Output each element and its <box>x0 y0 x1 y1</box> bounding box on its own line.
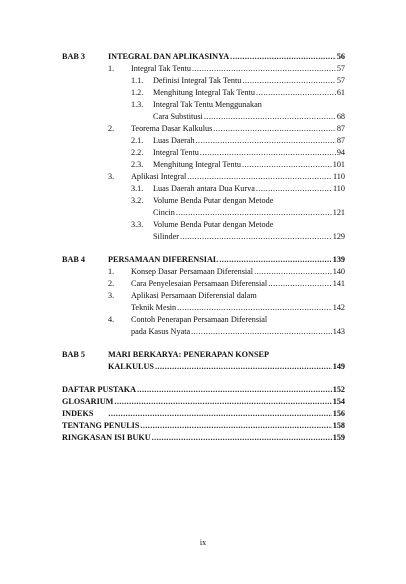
back-matter-title: GLOSARIUM <box>62 397 114 406</box>
subsection-page: 68 <box>336 112 345 121</box>
subsection-title-line1: Volume Benda Putar dengan Metode <box>153 196 274 205</box>
back-matter-page: 156 <box>332 409 345 418</box>
subsection-number: 3.1. <box>131 184 144 193</box>
chapter-title: KALKULUS <box>108 362 154 371</box>
section-title-line1: Aplikasi Persamaan Diferensial dalam <box>131 291 257 300</box>
chapter-title-line1: MARI BERKARYA: PENERAPAN KONSEP <box>108 350 269 359</box>
subsection-page: 87 <box>336 136 345 145</box>
section-title: Teorema Dasar Kalkulus <box>131 124 213 133</box>
subsection-title: Integral Tentu <box>153 148 199 157</box>
section-number: 3. <box>108 172 115 181</box>
subsection-entry <box>153 207 345 219</box>
section-entry <box>131 63 345 75</box>
subsection-number: 1.3. <box>131 100 144 109</box>
chapter-label: BAB 4 <box>62 255 85 264</box>
chapter-entry <box>108 361 345 373</box>
section-title: Integral Tak Tentu <box>131 64 191 73</box>
subsection-page: 94 <box>336 148 345 157</box>
subsection-entry <box>153 75 345 87</box>
subsection-entry <box>153 147 345 159</box>
section-page: 87 <box>336 124 345 133</box>
section-title-line1: Contoh Penerapan Persamaan Diferensial <box>131 315 268 324</box>
section-number: 2. <box>108 124 115 133</box>
section-title: Aplikasi Integral <box>131 172 187 181</box>
subsection-page: 110 <box>333 184 345 193</box>
subsection-title: Luas Daerah <box>153 136 195 145</box>
subsection-number: 2.1. <box>131 136 144 145</box>
subsection-title-line1: Volume Benda Putar dengan Metode <box>153 220 274 229</box>
subsection-page: 129 <box>332 232 345 241</box>
section-page: 57 <box>336 64 345 73</box>
section-page: 143 <box>332 327 345 336</box>
section-entry <box>131 326 345 338</box>
section-entry <box>131 278 345 290</box>
back-matter-page: 158 <box>332 421 345 430</box>
back-matter-entry <box>62 420 345 432</box>
chapter-entry <box>108 51 345 63</box>
subsection-title: Cincin <box>153 208 175 217</box>
section-number: 4. <box>108 315 115 324</box>
subsection-page: 57 <box>336 76 345 85</box>
subsection-number: 3.2. <box>131 196 144 205</box>
subsection-page: 121 <box>332 208 345 217</box>
subsection-title: Menghitung Integral Tak Tentu <box>153 88 256 97</box>
section-number: 2. <box>108 279 115 288</box>
chapter-title: PERSAMAAN DIFERENSIAL <box>108 255 219 264</box>
section-title: Cara Penyelesaian Persamaan Diferensial <box>131 279 268 288</box>
subsection-entry <box>153 111 345 123</box>
subsection-number: 1.2. <box>131 88 144 97</box>
back-matter-title: INDEKS <box>62 409 94 418</box>
subsection-entry <box>153 183 345 195</box>
section-page: 110 <box>333 172 345 181</box>
back-matter-entry <box>62 396 345 408</box>
subsection-entry <box>153 231 345 243</box>
subsection-title: Definisi Integral Tak Tentu <box>153 76 242 85</box>
subsection-page: 61 <box>336 88 345 97</box>
back-matter-title: RINGKASAN ISI BUKU <box>62 433 151 442</box>
section-entry <box>131 171 345 183</box>
subsection-page: 101 <box>332 160 345 169</box>
chapter-page: 56 <box>336 52 345 61</box>
page-number: ix <box>199 538 207 547</box>
subsection-title: Cara Substitusi <box>153 112 203 121</box>
chapter-entry <box>108 254 345 266</box>
section-page: 140 <box>332 267 345 276</box>
subsection-number: 3.3. <box>131 220 144 229</box>
back-matter-entry <box>62 384 345 396</box>
back-matter-page: 159 <box>332 433 345 442</box>
subsection-entry <box>153 159 345 171</box>
section-number: 1. <box>108 267 115 276</box>
subsection-title: Luas Daerah antara Dua Kurva <box>153 184 255 193</box>
section-page: 142 <box>332 303 345 312</box>
back-matter-page: 152 <box>332 385 345 394</box>
back-matter-title: TENTANG PENULIS <box>62 421 140 430</box>
subsection-title: Silinder <box>153 232 179 241</box>
section-title: pada Kasus Nyata <box>131 327 191 336</box>
chapter-label: BAB 3 <box>62 52 85 61</box>
section-entry <box>131 266 345 278</box>
subsection-title: Menghitung Integral Tentu <box>153 160 241 169</box>
chapter-page: 149 <box>332 362 345 371</box>
subsection-number: 1.1. <box>131 76 144 85</box>
back-matter-page: 154 <box>332 397 345 406</box>
section-entry <box>131 123 345 135</box>
section-entry <box>131 302 345 314</box>
section-number: 1. <box>108 64 115 73</box>
back-matter-entry <box>62 432 345 444</box>
subsection-entry <box>153 87 345 99</box>
subsection-number: 2.2. <box>131 148 144 157</box>
back-matter-entry <box>62 408 345 420</box>
chapter-label: BAB 5 <box>62 350 85 359</box>
subsection-entry <box>153 135 345 147</box>
section-title: Teknik Mesin <box>131 303 177 312</box>
section-title: Konsep Dasar Persamaan Diferensial <box>131 267 254 276</box>
section-page: 141 <box>332 279 345 288</box>
chapter-title: INTEGRAL DAN APLIKASINYA <box>108 52 230 61</box>
back-matter-title: DAFTAR PUSTAKA <box>62 385 137 394</box>
subsection-number: 2.3. <box>131 160 144 169</box>
subsection-title-line1: Integral Tak Tentu Menggunakan <box>153 100 262 109</box>
chapter-page: 139 <box>332 255 345 264</box>
section-number: 3. <box>108 291 115 300</box>
